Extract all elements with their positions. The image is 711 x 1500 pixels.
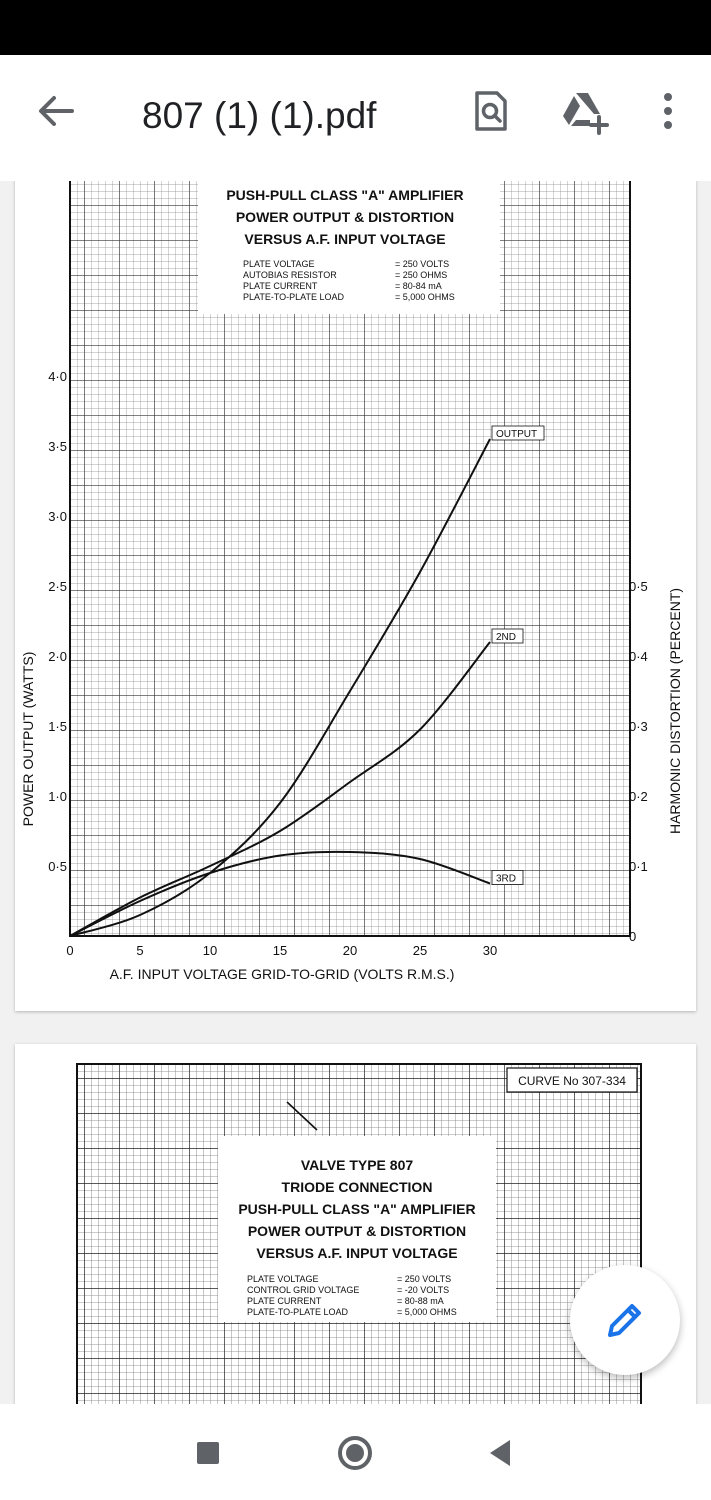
find-in-page-icon [462, 83, 518, 139]
condition-label: PLATE-TO-PLATE LOAD [243, 292, 345, 302]
chart-title-line: VERSUS A.F. INPUT VOLTAGE [244, 231, 446, 247]
y-tick-label: 0·5 [48, 859, 67, 874]
y2-tick-label: 0 [629, 929, 637, 944]
circle-home-icon [330, 1428, 380, 1478]
condition-value: = 250 VOLTS [397, 1274, 452, 1284]
find-in-page-button[interactable] [462, 83, 518, 139]
condition-label: PLATE VOLTAGE [243, 259, 315, 269]
x-tick-label: 20 [342, 943, 358, 958]
chart-title-line: PUSH-PULL CLASS "A" AMPLIFIER [238, 1201, 476, 1217]
chart-title-line: PUSH-PULL CLASS "A" AMPLIFIER [226, 187, 464, 203]
triangle-back-icon [477, 1428, 527, 1478]
chart-title-line: VERSUS A.F. INPUT VOLTAGE [256, 1245, 458, 1261]
x-tick-label: 25 [412, 943, 428, 958]
condition-value: = 80-84 mA [395, 281, 442, 291]
edit-fab-button[interactable] [570, 1265, 680, 1375]
chart-title-line: POWER OUTPUT & DISTORTION [235, 209, 455, 225]
condition-label: PLATE VOLTAGE [247, 1274, 319, 1284]
series-label-output: OUTPUT [496, 429, 538, 440]
edit-pencil-icon [600, 1295, 650, 1345]
condition-value: = 250 VOLTS [395, 259, 450, 269]
x-tick-label: 30 [482, 943, 498, 958]
condition-label: AUTOBIAS RESISTOR [243, 270, 337, 280]
y-axis-label: POWER OUTPUT (WATTS) [20, 651, 36, 827]
x-tick-label: 10 [202, 943, 218, 958]
home-button[interactable] [330, 1428, 380, 1478]
condition-value: = 5,000 OHMS [395, 292, 455, 302]
x-axis-label: A.F. INPUT VOLTAGE GRID-TO-GRID (VOLTS R.M.S.) [109, 966, 455, 982]
y2-tick-label: 0·4 [629, 649, 648, 664]
system-nav-bar [0, 1404, 711, 1500]
arrow-back-icon [28, 83, 84, 139]
chart-title-line: VALVE TYPE 807 [300, 1157, 414, 1173]
back-button[interactable] [28, 83, 84, 139]
condition-label: CONTROL GRID VOLTAGE [247, 1285, 360, 1295]
recents-button[interactable] [183, 1428, 233, 1478]
pdf-page-1 [15, 181, 696, 1011]
y2-tick-label: 0·5 [629, 579, 648, 594]
y-tick-label: 2·5 [48, 579, 67, 594]
app-bar [0, 55, 711, 181]
y-tick-label: 2·0 [48, 649, 67, 664]
y2-tick-label: 0·1 [629, 859, 648, 874]
curve-number: CURVE No 307-334 [518, 1074, 626, 1088]
status-bar [0, 0, 711, 55]
x-tick-label: 5 [136, 943, 144, 958]
y-tick-label: 1·5 [48, 719, 67, 734]
y-tick-label: 1·0 [48, 789, 67, 804]
y-tick-label: 3·0 [48, 509, 67, 524]
condition-value: = 250 OHMS [395, 270, 448, 280]
series-label-3rd: 3RD [496, 873, 517, 885]
x-tick-label: 0 [66, 943, 74, 958]
condition-label: PLATE CURRENT [247, 1296, 322, 1306]
more-options-button[interactable] [640, 83, 696, 139]
condition-label: PLATE CURRENT [243, 281, 318, 291]
x-tick-label: 15 [272, 943, 288, 958]
condition-label: PLATE-TO-PLATE LOAD [247, 1307, 349, 1317]
add-to-drive-button[interactable] [556, 83, 612, 139]
add-to-drive-icon [556, 83, 612, 139]
more-vert-icon [640, 83, 696, 139]
chart-plot [15, 181, 696, 1011]
condition-value: = 80-88 mA [397, 1296, 444, 1306]
pdf-viewer[interactable] [0, 181, 711, 1404]
chart-title-block [226, 187, 463, 247]
square-recents-icon [183, 1428, 233, 1478]
y-tick-label: 3·5 [48, 439, 67, 454]
chart-title-line: TRIODE CONNECTION [281, 1179, 433, 1195]
condition-value: = 5,000 OHMS [397, 1307, 457, 1317]
document-title: 807 (1) (1).pdf [142, 95, 377, 136]
y2-axis-label: HARMONIC DISTORTION (PERCENT) [667, 587, 683, 835]
condition-value: = -20 VOLTS [397, 1285, 450, 1295]
y2-tick-label: 0·2 [629, 789, 648, 804]
series-label-2nd: 2ND [496, 632, 517, 643]
back-nav-button[interactable] [477, 1428, 527, 1478]
y-tick-label: 4·0 [48, 369, 67, 384]
y2-tick-label: 0·3 [629, 719, 648, 734]
chart-title-line: POWER OUTPUT & DISTORTION [247, 1223, 467, 1239]
